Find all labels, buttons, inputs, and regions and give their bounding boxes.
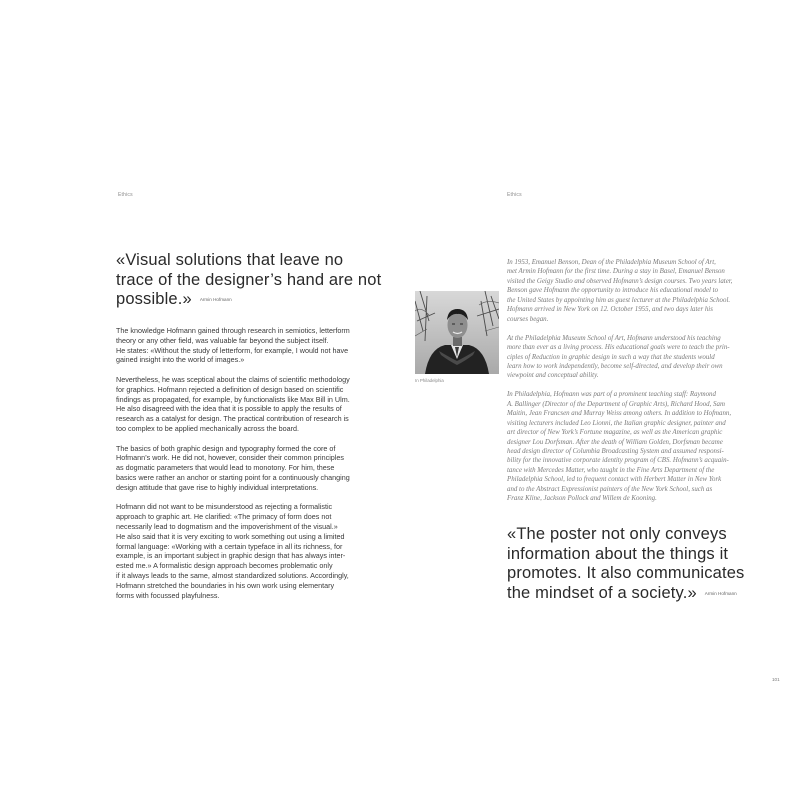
text-line: too complex to be applied mechanically across the board. — [116, 423, 299, 433]
text-line: forms with focussed playfulness. — [116, 590, 220, 600]
text-line: Hofmann did not want to be misunderstood as rejecting a formalistic — [116, 502, 333, 512]
text-line: as dogmatic parameters that would lead to monotony. For him, these — [116, 463, 335, 473]
text-line: A. Ballinger (Director of the Department of Graphic Arts), Richard Hood, Sam — [507, 400, 725, 408]
text-line: visiting lecturers included Leo Lionni, the Italian graphic designer, painter and — [507, 419, 726, 427]
text-line: approach to graphic art. He clarified: «The primacy of form does not — [116, 512, 332, 522]
quote-attribution: Armin Hofmann — [704, 590, 737, 596]
text-line: head design director of Columbia Broadcasting System and assumed responsi- — [507, 448, 724, 456]
text-line: findings as propagated, for example, by functionalists like Max Bill in Ulm. — [116, 394, 350, 404]
text-line: Franz Kline, Jackson Pollock and Willem de Kooning. — [507, 495, 657, 503]
quote-line: promotes. It also communicates — [507, 564, 745, 583]
text-line: Maitin, Jean Francsen and Murray Weiss among others. In addition to Hofmann, — [507, 410, 732, 418]
paragraph — [116, 375, 366, 434]
text-line: Hofmann stretched the boundaries in his own work using elementary — [116, 580, 335, 590]
quote-line: information about the things it — [507, 544, 729, 563]
text-line: designer Lou Dorfsman. After the death of William Golden, Dorfsman became — [507, 438, 723, 446]
quote-line: «The poster not only conveys — [507, 525, 727, 543]
text-line: Benson gave Hofmann the opportunity to introduce his educational model to — [507, 287, 719, 295]
page-number: 101 — [772, 677, 780, 682]
text-line: formal language: «Working with a certain typeface in all its richness, for — [116, 541, 343, 551]
text-line: met Armin Hofmann for the first time. During a stay in Basel, Emanuel Benson — [507, 268, 725, 276]
text-line: courses began. — [507, 315, 549, 323]
text-line: The knowledge Hofmann gained through research in semiotics, letterform — [116, 326, 350, 335]
pull-quote-left — [116, 251, 386, 310]
body-text-left — [116, 326, 366, 610]
text-line: more than ever as a living process. His educational goals were to teach the prin- — [507, 344, 730, 352]
quote-attribution: Armin Hofmann — [199, 297, 232, 303]
text-line: He also said that it is very exciting to work something out using a limited — [116, 531, 345, 541]
text-line: Nevertheless, he was sceptical about the claims of scientific methodology — [116, 374, 350, 384]
text-line: He states: «Without the study of letterform, for example, I would not have — [116, 345, 349, 355]
paragraph — [116, 326, 366, 365]
text-line: ested me.» A formalistic design approach becomes problematic only — [116, 561, 333, 571]
portrait-photo-graphic — [415, 291, 499, 374]
text-line: At the Philadelphia Museum School of Art, Hofmann understood his teaching — [507, 334, 721, 342]
text-line: if it always leads to the same, almost standardized solutions. Accordingly, — [116, 570, 349, 580]
text-line: learn how to work independently, become self-directed, and develop their own — [507, 362, 723, 370]
paragraph — [116, 444, 366, 493]
text-line: tance with Mercedes Matter, who taught in the Fine Arts Department of the — [507, 466, 715, 474]
text-line: basics were rather an anchor or starting point for a continuously changing — [116, 472, 350, 482]
text-line: In 1953, Emanuel Benson, Dean of the Philadelphia Museum School of Art, — [507, 259, 716, 266]
body-text-right — [507, 258, 757, 513]
text-line: necessarily lead to dogmatism and the impoverishment of the visual.» — [116, 521, 338, 531]
text-line: In Philadelphia, Hofmann was part of a prominent teaching staff: Raymond — [507, 391, 716, 399]
running-header-right: Ethics — [507, 192, 522, 198]
text-line: for graphics. Hofmann rejected a definition of design based on scientific — [116, 384, 344, 394]
text-line: visited the Geigy Studio and observed Hofmann’s design courses. Two years later, — [507, 277, 733, 285]
portrait-photo — [415, 291, 499, 374]
paragraph — [507, 334, 757, 381]
text-line: gained insight into the world of images.» — [116, 355, 245, 365]
text-line: The basics of both graphic design and typography formed the core of — [116, 443, 336, 453]
paragraph — [507, 390, 757, 503]
text-line: Hofmann’s work. He did not, however, consider their common principles — [116, 453, 344, 463]
text-line: viewpoint and conceptual ability. — [507, 372, 599, 380]
pull-quote-right — [507, 525, 777, 604]
paragraph — [116, 502, 366, 600]
text-line: Philadelphia School, led to frequent contact with Herbert Matter in New York — [507, 476, 722, 484]
text-line: research as a catalyst for design. The practical contribution of research is — [116, 414, 349, 424]
text-line: ciples of Reduction in graphic design in such a way that the students would — [507, 353, 715, 361]
quote-line: possible.» — [116, 290, 192, 309]
text-line: He also disagreed with the idea that it is possible to apply the results of — [116, 404, 342, 414]
text-line: the United States by appointing him as guest lecturer at the Philadelphia School. — [507, 296, 731, 304]
text-line: design attitude that gave rise to highly individual interpretations. — [116, 482, 319, 492]
paragraph — [507, 258, 757, 324]
photo-caption: In Philadelphia — [415, 378, 444, 383]
text-line: example, is an important subject in graphic design that has always inter- — [116, 551, 346, 561]
running-header-left: Ethics — [118, 192, 133, 198]
text-line: Hofmann arrived in New York on 12. October 1955, and two days later his — [507, 306, 713, 314]
text-line: bility for the innovative corporate identity program of CBS. Hofmann’s acquain- — [507, 457, 729, 465]
text-line: and to the Abstract Expressionist painters of the New York School, such as — [507, 485, 713, 493]
quote-line: the mindset of a society.» — [507, 583, 697, 602]
quote-line: trace of the designer’s hand are not — [116, 270, 382, 289]
text-line: theory or any other field, was valuable far beyond the subject itself. — [116, 335, 329, 345]
quote-line: «Visual solutions that leave no — [116, 251, 344, 269]
text-line: art director of New York’s Fortune magazine, as well as the American graphic — [507, 429, 723, 437]
